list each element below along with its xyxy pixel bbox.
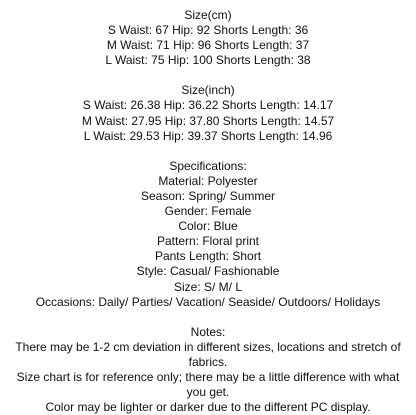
- spec-gender: Gender: Female: [164, 204, 252, 219]
- note-deviation: There may be 1-2 cm deviation in different sizes, locations and stretch of fabrics.: [15, 339, 401, 369]
- specifications-section: [0, 159, 416, 310]
- spec-style: Style: Casual/ Fashionable: [136, 264, 280, 279]
- spec-size: Size: S/ M/ L: [173, 279, 243, 294]
- size-inch-section: [0, 83, 416, 143]
- spec-color: Color: Blue: [178, 219, 238, 234]
- size-cm-title: Size(cm): [184, 8, 232, 22]
- notes-section: [0, 325, 416, 415]
- note-size-chart: Size chart is for reference only; there may be a little difference with what you get.: [16, 369, 400, 400]
- spec-season: Season: Spring/ Summer: [140, 188, 276, 203]
- size-cm-section: [0, 8, 416, 68]
- notes-title: Notes:: [190, 324, 226, 339]
- size-cm-row-m: M Waist: 71 Hip: 96 Shorts Length: 37: [106, 38, 310, 53]
- spec-pattern: Pattern: Floral print: [156, 234, 260, 249]
- size-inch-title: Size(inch): [181, 83, 235, 98]
- size-cm-row-s: S Waist: 67 Hip: 92 Shorts Length: 36: [107, 23, 309, 38]
- size-inch-row-l: L Waist: 29.53 Hip: 39.37 Shorts Length: 14.96: [83, 128, 333, 143]
- spec-material: Material: Polyester: [158, 173, 258, 188]
- specifications-title: Specifications:: [169, 158, 247, 173]
- size-inch-row-m: M Waist: 27.95 Hip: 37.80 Shorts Length: 14.57: [81, 113, 335, 128]
- size-cm-row-l: L Waist: 75 Hip: 100 Shorts Length: 38: [105, 53, 311, 68]
- spec-occasions: Occasions: Daily/ Parties/ Vacation/ Seaside/ Outdoors/ Holidays: [35, 294, 381, 309]
- spec-pants-length: Pants Length: Short: [154, 249, 262, 264]
- size-inch-row-s: S Waist: 26.38 Hip: 36.22 Shorts Length: 14.17: [82, 98, 334, 113]
- product-description: [0, 8, 416, 415]
- note-color: Color may be lighter or darker due to the different PC display.: [45, 400, 371, 415]
